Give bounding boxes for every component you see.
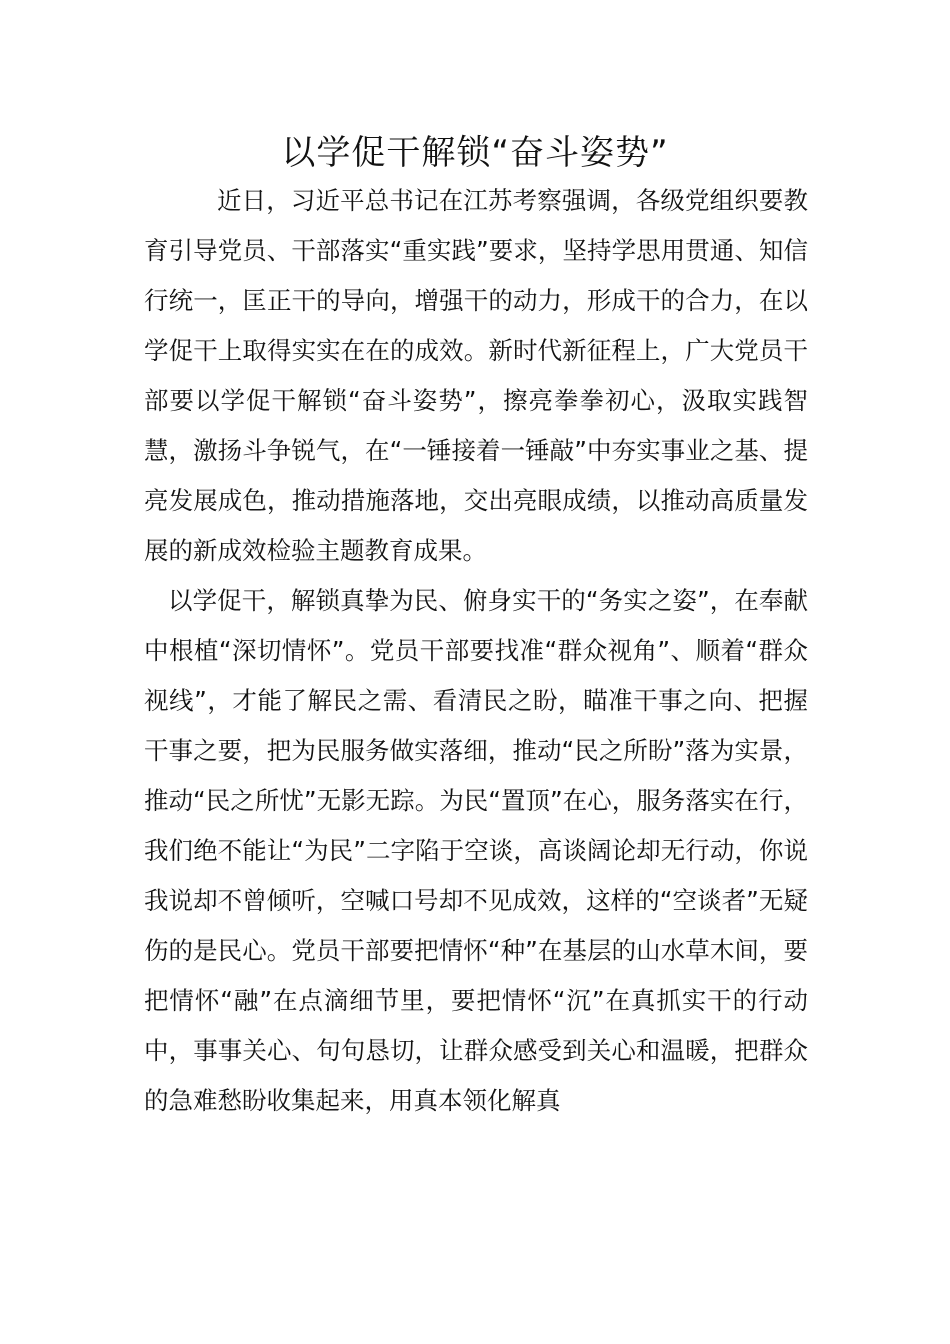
paragraph-1: 近日，习近平总书记在江苏考察强调，各级党组织要教育引导党员、干部落实“重实践”要求，坚持学思用贯通、知信行统一，匡正干的导向，增强干的动力，形成干的合力，在以学促干上取得实实在在的成效。新时代新征程上，广大党员干部要以学促干解锁“奋斗姿势”，擦亮拳拳初心，汲取实践智慧，激扬斗争锐气，在“一锤接着一锤敲”中夯实事业之基、提亮发展成色，推动措施落地，交出亮眼成绩，以推动高质量发展的新成效检验主题教育成果。 (144, 186, 808, 565)
document-body (144, 176, 808, 1126)
paragraph-2: 以学促干，解锁真挚为民、俯身实干的“务实之姿”，在奉献中根植“深切情怀”。党员干部要找准“群众视角”、顺着“群众视线”，才能了解民之需、看清民之盼，瞄准干事之向、把握干事之要，把为民服务做实落细，推动“民之所盼”落为实景，推动“民之所忧”无影无踪。为民“置顶”在心，服务落实在行，我们绝不能让“为民”二字陷于空谈，高谈阔论却无行动，你说我说却不曾倾听，空喊口号却不见成效，这样的“空谈者”无疑伤的是民心。党员干部要把情怀“种”在基层的山水草木间，要把情怀“融”在点滴细节里，要把情怀“沉”在真抓实干的行动中，事事关心、句句恳切，让群众感受到关心和温暖，把群众的急难愁盼收集起来，用真本领化解真 (144, 586, 808, 1115)
document-title: 以学促干解锁“奋斗姿势” (281, 133, 669, 173)
